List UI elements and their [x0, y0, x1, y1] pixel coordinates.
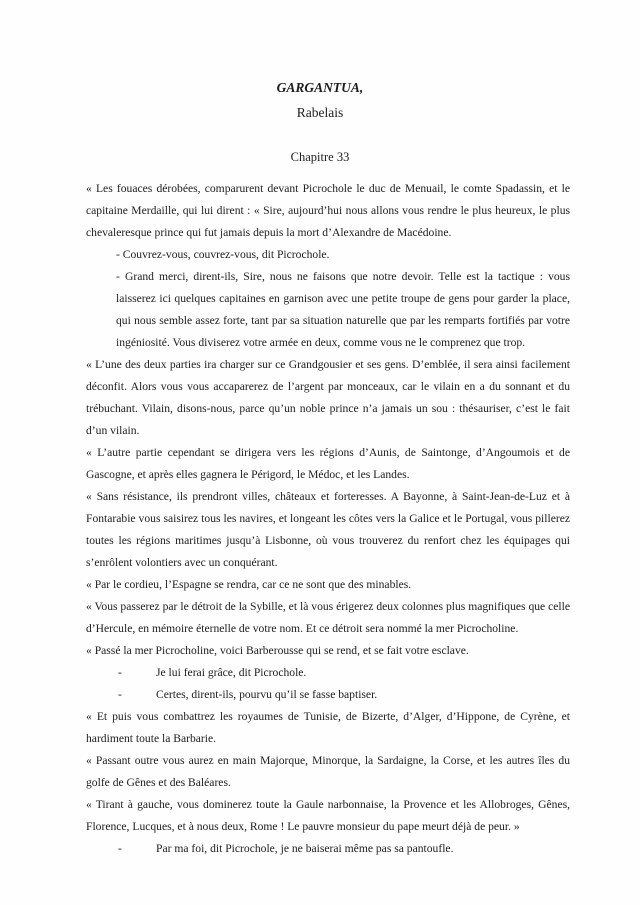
dialogue-line-3: [86, 838, 570, 860]
paragraph-9: « Passé la mer Picrocholine, voici Barberousse qui se rend, et se fait votre esclave.: [86, 644, 469, 657]
dialogue-text-3: Par ma foi, dit Picrochole, je ne baiserai même pas sa pantoufle.: [156, 842, 454, 855]
paragraph-7: « Par le cordieu, l’Espagne se rendra, car ce ne sont que des minables.: [86, 578, 412, 591]
paragraph-14: « Tirant à gauche, vous dominerez toute la Gaule narbonnaise, la Provence et les Allobroges, Gênes, Florence, Lucques, et à nous deux, Rome ! Le pauvre monsieur du pape meurt déjà de peur. »: [86, 798, 570, 833]
dash-marker: -: [118, 842, 122, 855]
dialogue-line-1: [86, 662, 570, 684]
paragraph-13: « Passant outre vous aurez en main Majorque, Minorque, la Sardaigne, la Corse, et les autres îles du golfe de Gênes et des Baléares.: [86, 754, 570, 789]
paragraph-6: « Sans résistance, ils prendront villes, châteaux et forteresses. A Bayonne, à Saint-Jean-de-Luz et à Fontarabie vous saisirez tous les navires, et longeant les côtes vers la Galice et le Portugal, vous pillerez toutes les régions maritimes jusqu’à Lisbonne, où vous trouverez du renfort chez les équipages qui s’enrôlent volontiers avec un conquérant.: [86, 490, 570, 569]
paragraph-8: « Vous passerez par le détroit de la Sybille, et là vous érigerez deux colonnes plus magnifiques que celle d’Hercule, en mémoire éternelle de votre nom. Et ce détroit sera nommé la mer Picrocholine.: [86, 600, 570, 635]
paragraph-1: « Les fouaces dérobées, comparurent devant Picrochole le duc de Menuail, le comte Spadassin, et le capitaine Merdaille, qui lui dirent : « Sire, aujourd’hui nous allons vous rendre le plus heureux, le plus chevaleresque prince qui fut jamais depuis la mort d’Alexandre de Macédoine.: [86, 182, 570, 239]
paragraph-12: « Et puis vous combattrez les royaumes de Tunisie, de Bizerte, d’Alger, d’Hippone, de Cyrène, et hardiment toute la Barbarie.: [86, 710, 570, 745]
document-title: GARGANTUA,: [276, 80, 364, 95]
chapter-heading: Chapitre 33: [290, 150, 350, 164]
dialogue-line-2: [86, 684, 570, 706]
dialogue-text-2: Certes, dirent-ils, pourvu qu’il se fasse baptiser.: [156, 688, 378, 701]
paragraph-4: « L’une des deux parties ira charger sur ce Grandgousier et ses gens. D’emblée, il sera ainsi facilement déconfit. Alors vous vous accaparerez de l’argent par monceaux, car le vilain en a du sonnant et du trébuchant. Vilain, disons-nous, parce qu’un noble prince n’a jamais un sou : thésauriser, c’est le fait d’un vilain.: [86, 358, 570, 437]
paragraph-2: - Couvrez-vous, couvrez-vous, dit Picrochole.: [116, 248, 330, 261]
paragraph-5: « L’autre partie cependant se dirigera vers les régions d’Aunis, de Saintonge, d’Angoumois et de Gascogne, et après elles gagnera le Périgord, le Médoc, et les Landes.: [86, 446, 570, 481]
dialogue-text-1: Je lui ferai grâce, dit Picrochole.: [156, 666, 307, 679]
paragraph-3: - Grand merci, dirent-ils, Sire, nous ne faisons que notre devoir. Telle est la tactique : vous laisserez ici quelques capitaines en garnison avec une petite troupe de gens pour garder la place, qui nous semble assez forte, tant par sa situation naturelle que par les remparts fortifiés par votre ingéniosité. Vous diviserez votre armée en deux, comme vous ne le comprenez que trop.: [116, 270, 570, 349]
dash-marker: -: [118, 688, 122, 701]
chapter-body: [86, 178, 570, 860]
document-author: Rabelais: [296, 105, 344, 120]
dash-marker: -: [118, 666, 122, 679]
